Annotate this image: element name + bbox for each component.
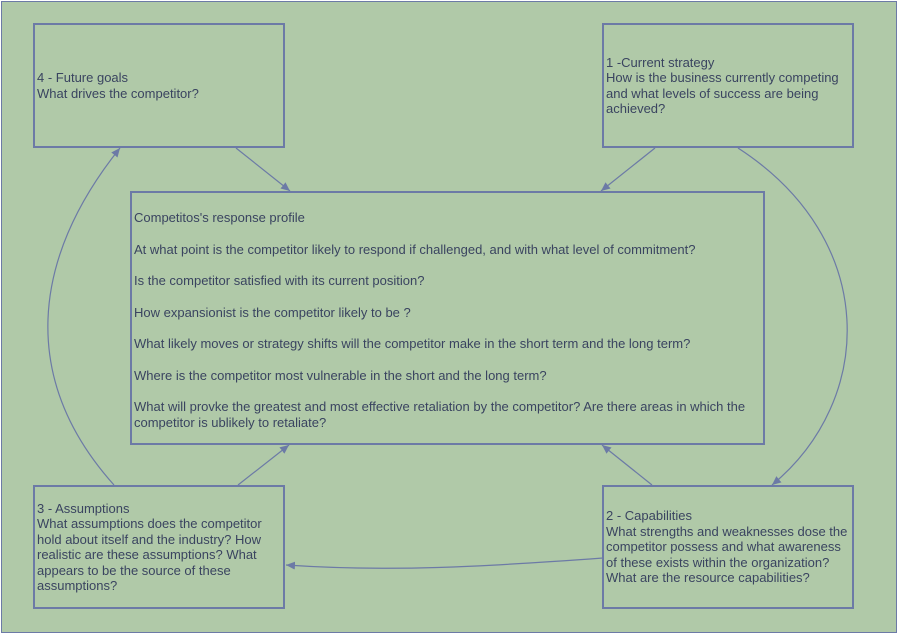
arrow-capabilities-to-assumptions xyxy=(286,558,603,568)
future-goals-box xyxy=(33,23,285,148)
assumptions-line: realistic are these assumptions? What xyxy=(37,547,257,562)
profile-question: At what point is the competitor likely to respond if challenged, and with what level of commitment? xyxy=(134,241,696,257)
assumptions-line: What assumptions does the competitor xyxy=(37,516,262,531)
response-profile-box xyxy=(130,191,765,445)
arrow-assumptions-to-goals xyxy=(48,148,120,485)
capabilities-box xyxy=(602,485,854,609)
capabilities-line: of these exists within the organization? xyxy=(606,554,830,570)
assumptions-line: hold about itself and the industry? How xyxy=(37,531,262,547)
profile-question: competitor is ublikely to retaliate? xyxy=(134,414,327,430)
current-strategy-line: achieved? xyxy=(606,101,666,116)
assumptions-line: assumptions? xyxy=(37,578,118,593)
profile-question: What will provke the greatest and most effective retaliation by the competitor? Are there areas in which the xyxy=(134,399,746,414)
current-strategy-title: 1 -Current strategy xyxy=(606,54,715,70)
current-strategy-line: How is the business currently competing xyxy=(606,70,839,85)
profile-question: What likely moves or strategy shifts will the competitor make in the short term and the long term? xyxy=(134,336,691,351)
capabilities-title: 2 - Capabilities xyxy=(606,508,692,524)
current-strategy-line: and what levels of success are being xyxy=(606,85,819,101)
arrow-capabilities-to-profile xyxy=(602,445,652,485)
assumptions-line: appears to be the source of these xyxy=(37,562,231,578)
capabilities-line: competitor possess and what awareness xyxy=(606,539,841,555)
profile-question: Where is the competitor most vulnerable in the short and the long term? xyxy=(134,367,547,383)
profile-question: How expansionist is the competitor likely to be ? xyxy=(134,304,411,320)
assumptions-title: 3 - Assumptions xyxy=(37,500,130,516)
arrow-assumptions-to-profile xyxy=(238,445,289,485)
current-strategy-box xyxy=(602,23,854,148)
future-goals-text: What drives the competitor? xyxy=(37,85,199,101)
capabilities-line: What are the resource capabilities? xyxy=(606,570,810,586)
arrow-strategy-to-profile xyxy=(601,148,655,191)
assumptions-box xyxy=(33,485,285,609)
profile-question: Is the competitor satisfied with its current position? xyxy=(134,273,425,288)
arrow-goals-to-profile xyxy=(236,148,290,191)
response-profile-title: Competitos's response profile xyxy=(134,210,305,225)
capabilities-line: What strengths and weaknesses dose the xyxy=(606,523,848,539)
future-goals-title: 4 - Future goals xyxy=(37,70,129,85)
